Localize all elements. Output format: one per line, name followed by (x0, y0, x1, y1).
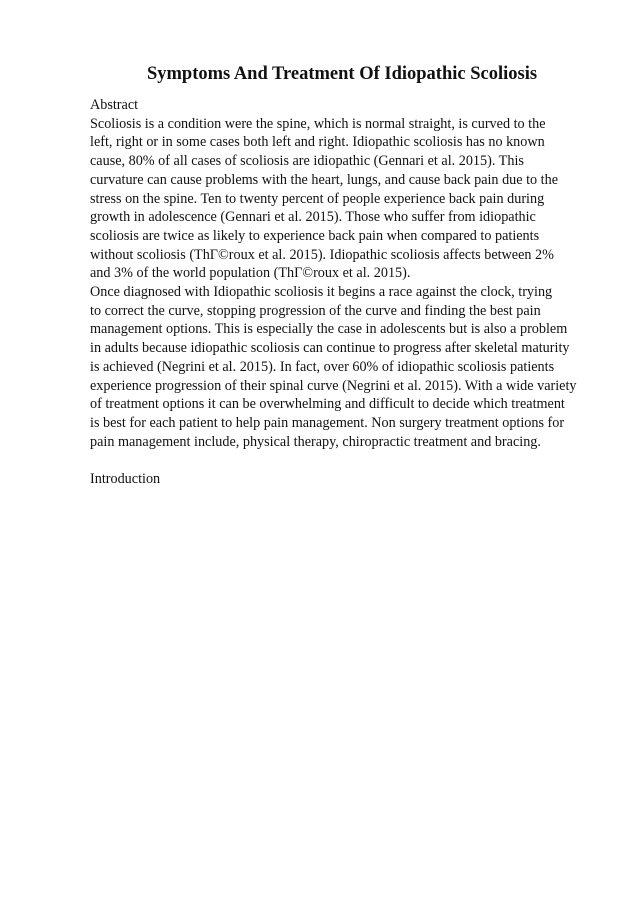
text-line: Scoliosis is a condition were the spine, which is normal straight, is curved to the (90, 115, 546, 132)
text-line: stress on the spine. Ten to twenty percent of people experience back pain during (90, 190, 545, 207)
abstract-paragraph-2 (90, 283, 610, 451)
text-line: cause, 80% of all cases of scoliosis are idiopathic (Gennari et al. 2015). This (90, 153, 524, 170)
text-line: in adults because idiopathic scoliosis can continue to progress after skeletal maturity (90, 340, 570, 357)
text-line: to correct the curve, stopping progression of the curve and finding the best pain (90, 302, 541, 319)
text-line: left, right or in some cases both left and right. Idiopathic scoliosis has no known (90, 134, 545, 151)
text-line: curvature can cause problems with the heart, lungs, and cause back pain due to the (90, 171, 559, 188)
document-title: Symptoms And Treatment Of Idiopathic Scoliosis (146, 64, 538, 84)
text-line: management options. This is especially the case in adolescents but is also a problem (90, 321, 568, 338)
text-line: Once diagnosed with Idiopathic scoliosis it begins a race against the clock, trying (90, 284, 553, 301)
document-body (90, 96, 610, 489)
text-line: is best for each patient to help pain management. Non surgery treatment options for (90, 414, 565, 431)
abstract-heading: Abstract (90, 97, 139, 113)
text-line: of treatment options it can be overwhelming and difficult to decide which treatment (90, 396, 565, 413)
text-line: growth in adolescence (Gennari et al. 2015). Those who suffer from idiopathic (90, 209, 536, 226)
text-line: experience progression of their spinal curve (Negrini et al. 2015). With a wide variety (90, 377, 577, 394)
text-line: pain management include, physical therapy, chiropractic treatment and bracing. (90, 433, 541, 450)
text-line: without scoliosis (ThГ©roux et al. 2015). Idiopathic scoliosis affects between 2% (90, 246, 554, 263)
abstract-paragraph-1 (90, 115, 610, 283)
text-line: is achieved (Negrini et al. 2015). In fact, over 60% of idiopathic scoliosis patients (90, 358, 555, 375)
text-line: scoliosis are twice as likely to experience back pain when compared to patients (90, 227, 540, 244)
introduction-heading: Introduction (90, 471, 161, 488)
paragraph-gap (90, 451, 610, 470)
text-line: and 3% of the world population (ThГ©roux et al. 2015). (90, 265, 411, 282)
